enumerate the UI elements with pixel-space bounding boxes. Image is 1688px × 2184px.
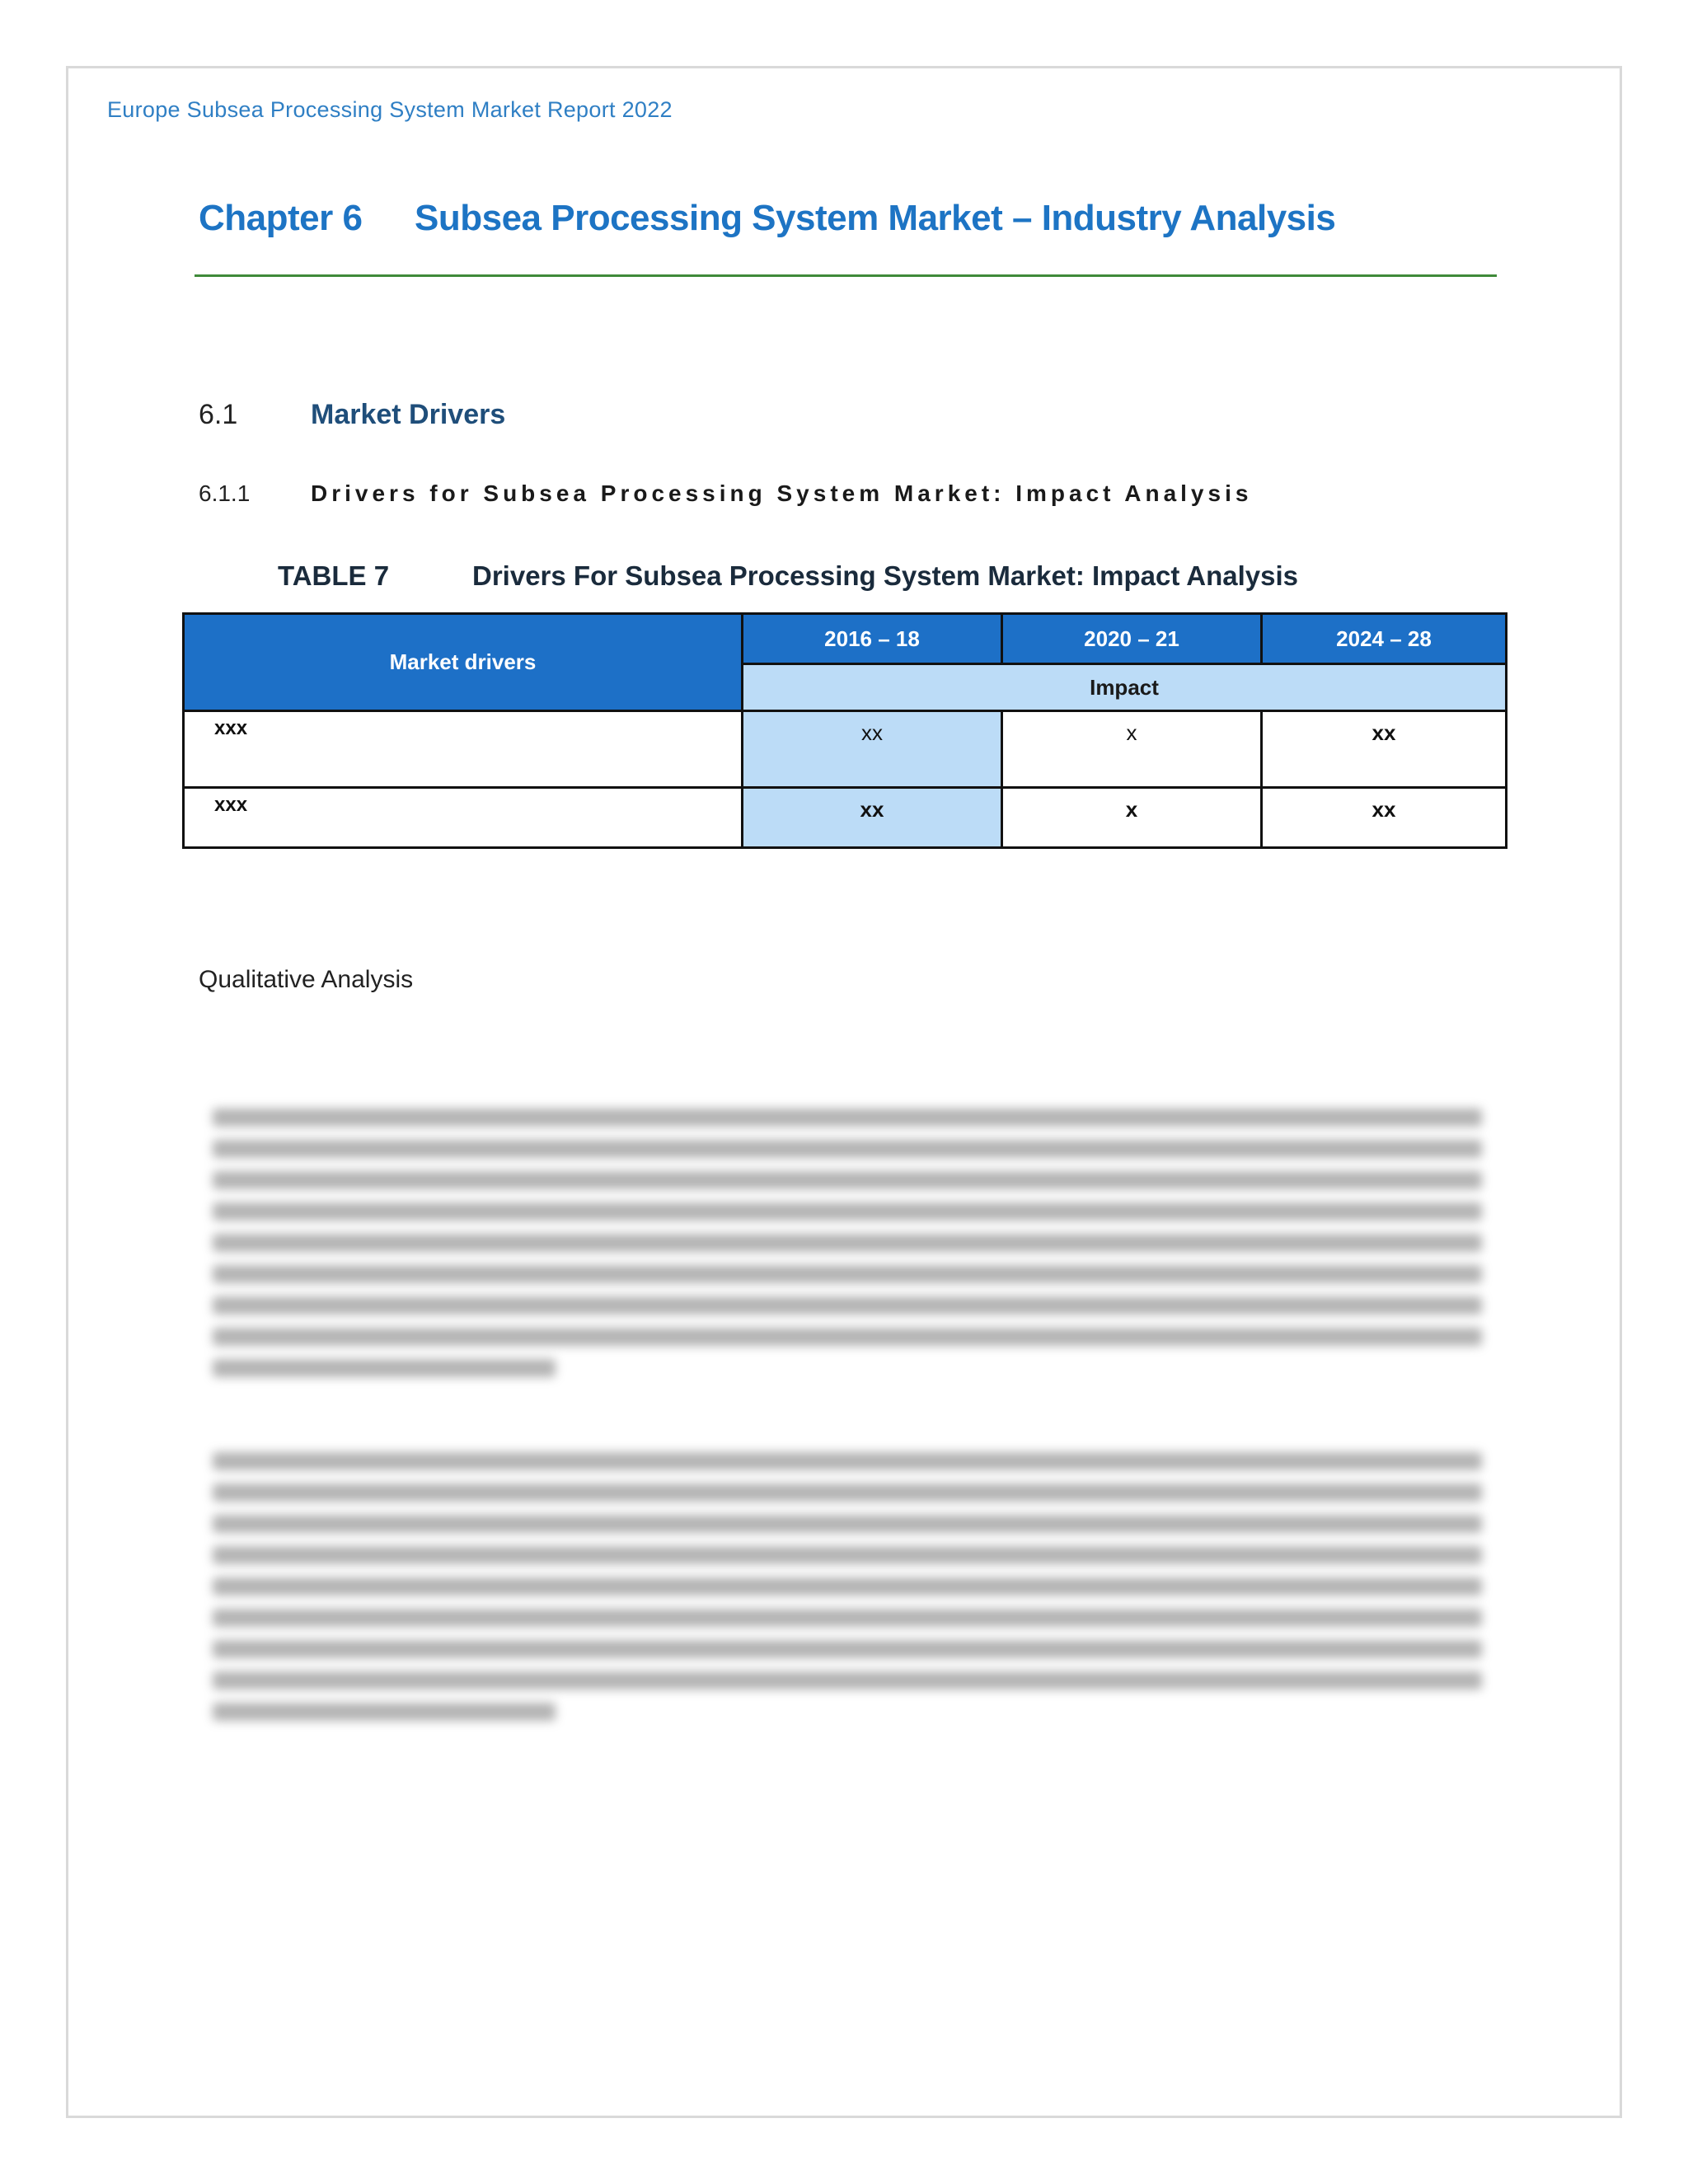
impact-cell: xx <box>1262 788 1507 848</box>
section-number: 6.1 <box>199 399 238 430</box>
section-title: Market Drivers <box>311 399 506 430</box>
column-header-year: 2016 – 18 <box>743 614 1002 664</box>
impact-cell: x <box>1002 788 1262 848</box>
table-caption <box>278 560 1298 592</box>
page-frame <box>66 66 1622 2118</box>
blurred-paragraph <box>213 1452 1482 1734</box>
section-heading-6-1 <box>199 399 505 431</box>
chapter-number: Chapter 6 <box>199 198 363 238</box>
impact-cell: xx <box>743 711 1002 788</box>
running-header: Europe Subsea Processing System Market Report 2022 <box>107 97 673 122</box>
chapter-divider <box>195 274 1497 277</box>
impact-header: Impact <box>743 664 1507 711</box>
subsection-heading-6-1-1 <box>199 480 1252 507</box>
table-title: Drivers For Subsea Processing System Market: Impact Analysis <box>472 560 1299 591</box>
chapter-heading <box>199 198 1335 239</box>
driver-cell: xxx <box>184 788 743 848</box>
impact-cell: xx <box>1262 711 1507 788</box>
impact-cell: xx <box>743 788 1002 848</box>
column-header-market-drivers: Market drivers <box>184 614 743 711</box>
qualitative-analysis-label: Qualitative Analysis <box>199 966 414 993</box>
drivers-impact-table <box>182 612 1507 849</box>
column-header-year: 2020 – 21 <box>1002 614 1262 664</box>
driver-cell: xxx <box>184 711 743 788</box>
subsection-title: Drivers for Subsea Processing System Market: Impact Analysis <box>311 480 1253 506</box>
blurred-paragraph <box>213 1108 1482 1390</box>
column-header-year: 2024 – 28 <box>1262 614 1507 664</box>
table-row <box>184 788 1507 848</box>
chapter-title: Subsea Processing System Market – Industry Analysis <box>415 198 1336 238</box>
table-row <box>184 711 1507 788</box>
table-number: TABLE 7 <box>278 560 390 591</box>
subsection-number: 6.1.1 <box>199 480 251 506</box>
impact-cell: x <box>1002 711 1262 788</box>
